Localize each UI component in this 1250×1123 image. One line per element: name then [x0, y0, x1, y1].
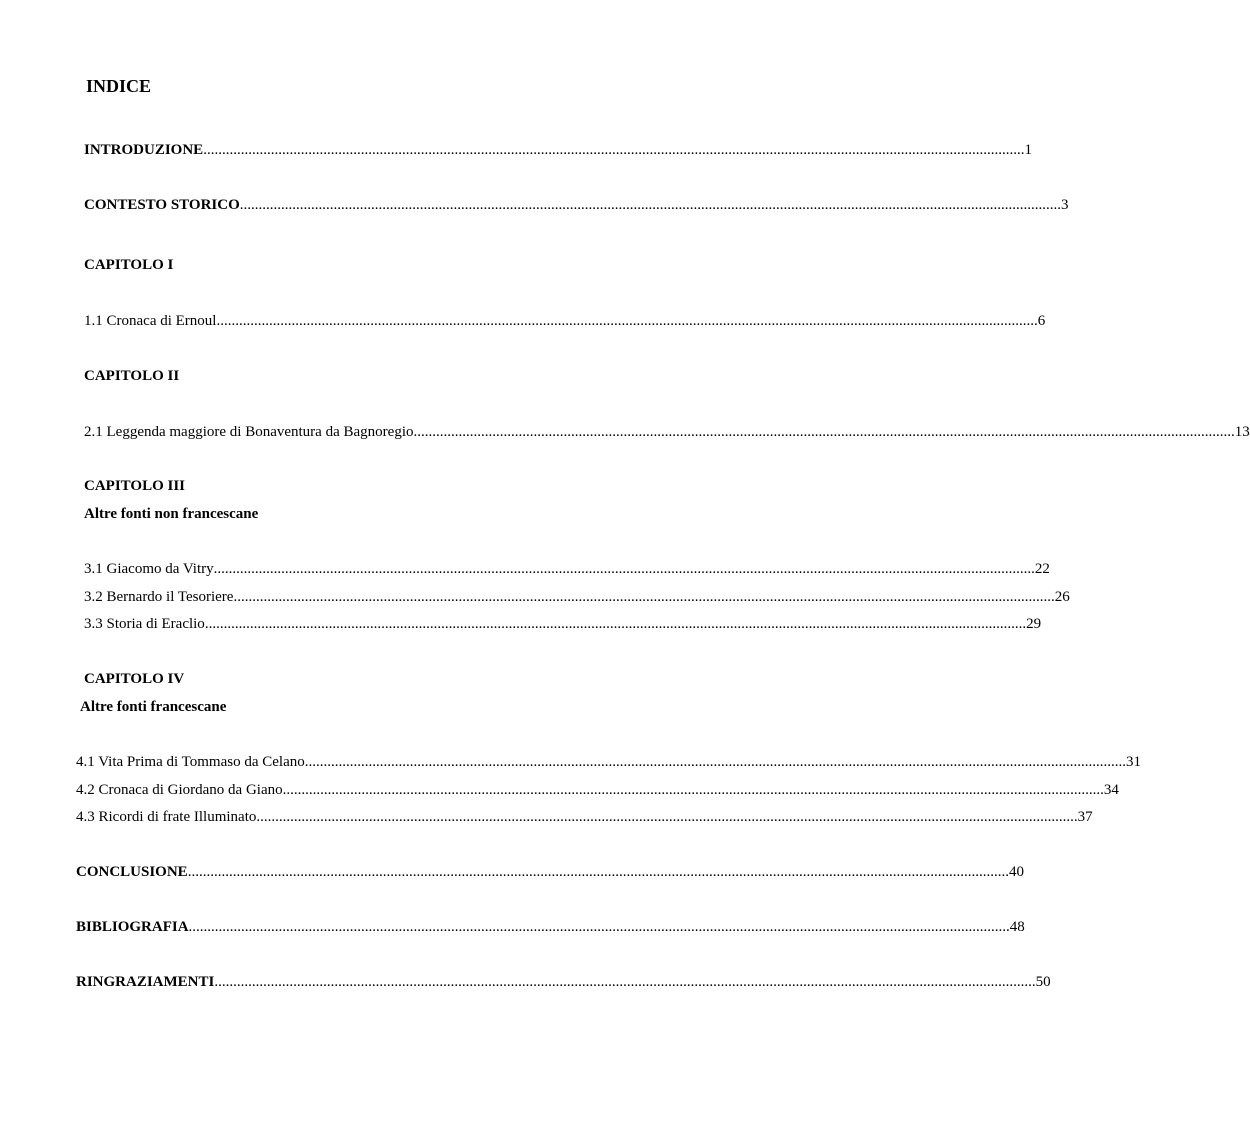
toc-entry-page: 50	[1035, 974, 1051, 990]
toc-entry-page: 37	[1077, 809, 1093, 825]
toc-entry-label: BIBLIOGRAFIA	[76, 919, 189, 935]
toc-entry-label: 3.2 Bernardo il Tesoriere	[84, 589, 234, 605]
chapter-subtitle-3: Altre fonti non francescane	[84, 506, 259, 522]
toc-entry-label: 4.2 Cronaca di Giordano da Giano	[76, 782, 283, 798]
chapter-heading-1: CAPITOLO I	[84, 257, 174, 273]
toc-entry-page: 48	[1009, 919, 1025, 935]
toc-entry-page: 13	[1234, 424, 1250, 440]
toc-entry-4-1	[76, 753, 1141, 771]
dot-leader: ...........................................................................................................................................................................................................................	[187, 864, 1009, 880]
toc-entry-introduzione	[84, 141, 1032, 159]
toc-entry-label: 3.3 Storia di Eraclio	[84, 616, 205, 632]
toc-entry-page: 22	[1034, 561, 1050, 577]
dot-leader: ...........................................................................................................................................................................................................................	[239, 197, 1061, 213]
toc-entry-bibliografia	[76, 918, 1025, 936]
dot-leader: ...........................................................................................................................................................................................................................	[216, 313, 1038, 329]
toc-entry-label: CONCLUSIONE	[76, 864, 188, 880]
dot-leader: ...........................................................................................................................................................................................................................	[282, 782, 1104, 798]
chapter-subtitle-4: Altre fonti francescane	[80, 699, 227, 715]
toc-entry-page: 31	[1125, 754, 1141, 770]
toc-entry-3-3	[84, 615, 1042, 633]
dot-leader: ...........................................................................................................................................................................................................................	[413, 424, 1235, 440]
toc-entry-2-1	[84, 423, 1250, 441]
dot-leader: ...........................................................................................................................................................................................................................	[203, 142, 1025, 158]
dot-leader: ...........................................................................................................................................................................................................................	[304, 754, 1126, 770]
chapter-heading-3: CAPITOLO III	[84, 478, 186, 494]
dot-leader: ...........................................................................................................................................................................................................................	[214, 974, 1036, 990]
toc-entry-page: 3	[1061, 197, 1069, 213]
chapter-heading-4: CAPITOLO IV	[84, 671, 185, 687]
toc-entry-contesto-storico	[84, 196, 1069, 214]
toc-entry-label: 4.1 Vita Prima di Tommaso da Celano	[76, 754, 305, 770]
dot-leader: ...........................................................................................................................................................................................................................	[213, 561, 1035, 577]
toc-entry-3-2	[84, 588, 1070, 606]
toc-entry-label: RINGRAZIAMENTI	[76, 974, 215, 990]
dot-leader: ...........................................................................................................................................................................................................................	[188, 919, 1010, 935]
dot-leader: ...........................................................................................................................................................................................................................	[204, 616, 1027, 632]
chapter-heading-2: CAPITOLO II	[84, 368, 180, 384]
toc-entry-label: 1.1 Cronaca di Ernoul	[84, 313, 217, 329]
toc-entry-ringraziamenti	[76, 973, 1051, 991]
toc-entry-page: 1	[1024, 142, 1032, 158]
page-title: INDICE	[86, 76, 152, 96]
toc-entry-page: 6	[1037, 313, 1046, 329]
toc-entry-1-1	[84, 312, 1046, 330]
toc-entry-label: 3.1 Giacomo da Vitry	[84, 561, 214, 577]
toc-entry-4-2	[76, 781, 1119, 799]
toc-entry-4-3	[76, 808, 1093, 826]
dot-leader: ...........................................................................................................................................................................................................................	[256, 809, 1078, 825]
toc-entry-3-1	[84, 560, 1050, 578]
toc-entry-page: 40	[1008, 864, 1024, 880]
toc-entry-label: 2.1 Leggenda maggiore di Bonaventura da Bagnoregio	[84, 424, 414, 440]
toc-entry-conclusione	[76, 863, 1024, 881]
dot-leader: ...........................................................................................................................................................................................................................	[233, 589, 1055, 605]
toc-entry-label: INTRODUZIONE	[84, 142, 204, 158]
toc-entry-label: CONTESTO STORICO	[84, 197, 240, 213]
toc-entry-page: 26	[1054, 589, 1070, 605]
toc-entry-page: 34	[1103, 782, 1119, 798]
toc-entry-label: 4.3 Ricordi di frate Illuminato	[76, 809, 257, 825]
toc-entry-page: 29	[1026, 616, 1042, 632]
